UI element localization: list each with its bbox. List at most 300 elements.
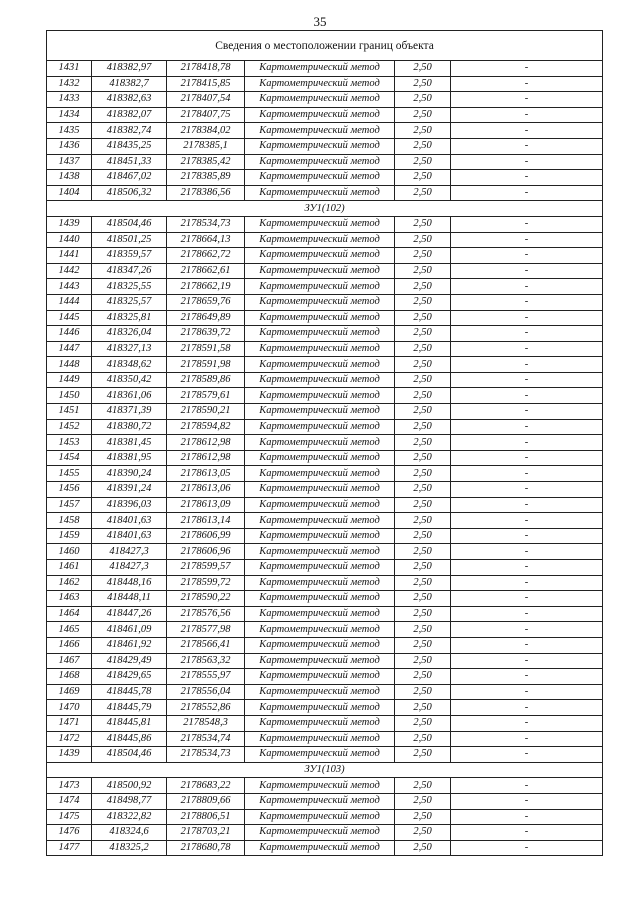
accuracy-cell: 2,50	[395, 669, 451, 685]
y-coordinate-cell: 2178662,72	[167, 248, 245, 264]
table-row	[47, 466, 603, 482]
method-cell: Картометрический метод	[245, 560, 395, 576]
x-coordinate-cell: 418504,46	[92, 216, 167, 232]
accuracy-cell: 2,50	[395, 372, 451, 388]
y-coordinate-cell: 2178591,98	[167, 357, 245, 373]
note-cell: -	[451, 715, 603, 731]
table-row	[47, 637, 603, 653]
x-coordinate-cell: 418504,46	[92, 747, 167, 763]
table-row	[47, 138, 603, 154]
method-cell: Картометрический метод	[245, 232, 395, 248]
accuracy-cell: 2,50	[395, 622, 451, 638]
y-coordinate-cell: 2178548,3	[167, 715, 245, 731]
note-cell: -	[451, 793, 603, 809]
method-cell: Картометрический метод	[245, 497, 395, 513]
section-header-row	[47, 762, 603, 778]
method-cell: Картометрический метод	[245, 310, 395, 326]
method-cell: Картометрический метод	[245, 622, 395, 638]
method-cell: Картометрический метод	[245, 435, 395, 451]
note-cell: -	[451, 622, 603, 638]
method-cell: Картометрический метод	[245, 747, 395, 763]
y-coordinate-cell: 2178589,86	[167, 372, 245, 388]
method-cell: Картометрический метод	[245, 326, 395, 342]
x-coordinate-cell: 418401,63	[92, 528, 167, 544]
method-cell: Картометрический метод	[245, 793, 395, 809]
accuracy-cell: 2,50	[395, 326, 451, 342]
y-coordinate-cell: 2178563,32	[167, 653, 245, 669]
y-coordinate-cell: 2178809,66	[167, 793, 245, 809]
table-row	[47, 419, 603, 435]
point-number-cell: 1472	[47, 731, 92, 747]
point-number-cell: 1441	[47, 248, 92, 264]
y-coordinate-cell: 2178606,96	[167, 544, 245, 560]
x-coordinate-cell: 418500,92	[92, 778, 167, 794]
method-cell: Картометрический метод	[245, 544, 395, 560]
point-number-cell: 1437	[47, 154, 92, 170]
accuracy-cell: 2,50	[395, 747, 451, 763]
note-cell: -	[451, 123, 603, 139]
x-coordinate-cell: 418448,16	[92, 575, 167, 591]
point-number-cell: 1442	[47, 263, 92, 279]
method-cell: Картометрический метод	[245, 840, 395, 856]
note-cell: -	[451, 591, 603, 607]
point-number-cell: 1453	[47, 435, 92, 451]
x-coordinate-cell: 418448,11	[92, 591, 167, 607]
y-coordinate-cell: 2178639,72	[167, 326, 245, 342]
method-cell: Картометрический метод	[245, 700, 395, 716]
x-coordinate-cell: 418359,57	[92, 248, 167, 264]
y-coordinate-cell: 2178664,13	[167, 232, 245, 248]
y-coordinate-cell: 2178385,42	[167, 154, 245, 170]
method-cell: Картометрический метод	[245, 637, 395, 653]
x-coordinate-cell: 418390,24	[92, 466, 167, 482]
accuracy-cell: 2,50	[395, 248, 451, 264]
point-number-cell: 1477	[47, 840, 92, 856]
table-row	[47, 497, 603, 513]
x-coordinate-cell: 418501,25	[92, 232, 167, 248]
accuracy-cell: 2,50	[395, 466, 451, 482]
x-coordinate-cell: 418429,65	[92, 669, 167, 685]
y-coordinate-cell: 2178385,89	[167, 170, 245, 186]
table-row	[47, 341, 603, 357]
x-coordinate-cell: 418381,45	[92, 435, 167, 451]
note-cell: -	[451, 450, 603, 466]
x-coordinate-cell: 418380,72	[92, 419, 167, 435]
y-coordinate-cell: 2178649,89	[167, 310, 245, 326]
point-number-cell: 1439	[47, 747, 92, 763]
y-coordinate-cell: 2178590,21	[167, 404, 245, 420]
y-coordinate-cell: 2178384,02	[167, 123, 245, 139]
y-coordinate-cell: 2178806,51	[167, 809, 245, 825]
point-number-cell: 1455	[47, 466, 92, 482]
y-coordinate-cell: 2178659,76	[167, 294, 245, 310]
note-cell: -	[451, 185, 603, 201]
point-number-cell: 1454	[47, 450, 92, 466]
point-number-cell: 1464	[47, 606, 92, 622]
x-coordinate-cell: 418391,24	[92, 482, 167, 498]
table-row	[47, 747, 603, 763]
x-coordinate-cell: 418382,07	[92, 107, 167, 123]
point-number-cell: 1465	[47, 622, 92, 638]
accuracy-cell: 2,50	[395, 61, 451, 77]
method-cell: Картометрический метод	[245, 825, 395, 841]
method-cell: Картометрический метод	[245, 170, 395, 186]
y-coordinate-cell: 2178594,82	[167, 419, 245, 435]
note-cell: -	[451, 700, 603, 716]
table-row	[47, 575, 603, 591]
y-coordinate-cell: 2178613,05	[167, 466, 245, 482]
x-coordinate-cell: 418445,86	[92, 731, 167, 747]
y-coordinate-cell: 2178579,61	[167, 388, 245, 404]
x-coordinate-cell: 418347,26	[92, 263, 167, 279]
x-coordinate-cell: 418401,63	[92, 513, 167, 529]
accuracy-cell: 2,50	[395, 591, 451, 607]
table-row	[47, 326, 603, 342]
table-row	[47, 170, 603, 186]
table-row	[47, 606, 603, 622]
section-header: ЗУ1(103)	[47, 762, 603, 778]
accuracy-cell: 2,50	[395, 606, 451, 622]
accuracy-cell: 2,50	[395, 731, 451, 747]
method-cell: Картометрический метод	[245, 419, 395, 435]
x-coordinate-cell: 418348,62	[92, 357, 167, 373]
method-cell: Картометрический метод	[245, 154, 395, 170]
accuracy-cell: 2,50	[395, 700, 451, 716]
table-row	[47, 809, 603, 825]
y-coordinate-cell: 2178662,19	[167, 279, 245, 295]
accuracy-cell: 2,50	[395, 637, 451, 653]
y-coordinate-cell: 2178662,61	[167, 263, 245, 279]
x-coordinate-cell: 418506,32	[92, 185, 167, 201]
point-number-cell: 1468	[47, 669, 92, 685]
table-row	[47, 825, 603, 841]
table-row	[47, 404, 603, 420]
y-coordinate-cell: 2178407,75	[167, 107, 245, 123]
x-coordinate-cell: 418451,33	[92, 154, 167, 170]
point-number-cell: 1445	[47, 310, 92, 326]
table-row	[47, 513, 603, 529]
x-coordinate-cell: 418461,92	[92, 637, 167, 653]
point-number-cell: 1458	[47, 513, 92, 529]
point-number-cell: 1439	[47, 216, 92, 232]
x-coordinate-cell: 418498,77	[92, 793, 167, 809]
x-coordinate-cell: 418326,04	[92, 326, 167, 342]
note-cell: -	[451, 637, 603, 653]
table-row	[47, 216, 603, 232]
accuracy-cell: 2,50	[395, 279, 451, 295]
table-row	[47, 372, 603, 388]
note-cell: -	[451, 372, 603, 388]
table-row	[47, 669, 603, 685]
y-coordinate-cell: 2178590,22	[167, 591, 245, 607]
point-number-cell: 1456	[47, 482, 92, 498]
note-cell: -	[451, 248, 603, 264]
point-number-cell: 1438	[47, 170, 92, 186]
note-cell: -	[451, 341, 603, 357]
x-coordinate-cell: 418361,06	[92, 388, 167, 404]
note-cell: -	[451, 419, 603, 435]
note-cell: -	[451, 731, 603, 747]
y-coordinate-cell: 2178552,86	[167, 700, 245, 716]
table-row	[47, 123, 603, 139]
method-cell: Картометрический метод	[245, 715, 395, 731]
x-coordinate-cell: 418325,55	[92, 279, 167, 295]
note-cell: -	[451, 497, 603, 513]
point-number-cell: 1404	[47, 185, 92, 201]
note-cell: -	[451, 263, 603, 279]
point-number-cell: 1450	[47, 388, 92, 404]
y-coordinate-cell: 2178613,06	[167, 482, 245, 498]
x-coordinate-cell: 418445,81	[92, 715, 167, 731]
point-number-cell: 1436	[47, 138, 92, 154]
note-cell: -	[451, 107, 603, 123]
note-cell: -	[451, 357, 603, 373]
method-cell: Картометрический метод	[245, 123, 395, 139]
x-coordinate-cell: 418327,13	[92, 341, 167, 357]
note-cell: -	[451, 466, 603, 482]
method-cell: Картометрический метод	[245, 466, 395, 482]
method-cell: Картометрический метод	[245, 653, 395, 669]
y-coordinate-cell: 2178566,41	[167, 637, 245, 653]
method-cell: Картометрический метод	[245, 341, 395, 357]
note-cell: -	[451, 825, 603, 841]
table-row	[47, 778, 603, 794]
table-caption-row	[47, 31, 603, 61]
x-coordinate-cell: 418445,78	[92, 684, 167, 700]
table-row	[47, 279, 603, 295]
y-coordinate-cell: 2178606,99	[167, 528, 245, 544]
y-coordinate-cell: 2178599,72	[167, 575, 245, 591]
table-row	[47, 294, 603, 310]
x-coordinate-cell: 418382,63	[92, 92, 167, 108]
x-coordinate-cell: 418447,26	[92, 606, 167, 622]
accuracy-cell: 2,50	[395, 92, 451, 108]
accuracy-cell: 2,50	[395, 185, 451, 201]
accuracy-cell: 2,50	[395, 76, 451, 92]
note-cell: -	[451, 653, 603, 669]
method-cell: Картометрический метод	[245, 809, 395, 825]
note-cell: -	[451, 606, 603, 622]
note-cell: -	[451, 138, 603, 154]
y-coordinate-cell: 2178556,04	[167, 684, 245, 700]
point-number-cell: 1448	[47, 357, 92, 373]
point-number-cell: 1444	[47, 294, 92, 310]
y-coordinate-cell: 2178591,58	[167, 341, 245, 357]
y-coordinate-cell: 2178599,57	[167, 560, 245, 576]
x-coordinate-cell: 418382,7	[92, 76, 167, 92]
point-number-cell: 1469	[47, 684, 92, 700]
accuracy-cell: 2,50	[395, 341, 451, 357]
accuracy-cell: 2,50	[395, 497, 451, 513]
table-row	[47, 731, 603, 747]
x-coordinate-cell: 418396,03	[92, 497, 167, 513]
x-coordinate-cell: 418445,79	[92, 700, 167, 716]
accuracy-cell: 2,50	[395, 825, 451, 841]
table-row	[47, 185, 603, 201]
table-row	[47, 684, 603, 700]
table-row	[47, 482, 603, 498]
note-cell: -	[451, 513, 603, 529]
point-number-cell: 1451	[47, 404, 92, 420]
accuracy-cell: 2,50	[395, 793, 451, 809]
method-cell: Картометрический метод	[245, 606, 395, 622]
y-coordinate-cell: 2178385,1	[167, 138, 245, 154]
table-row	[47, 263, 603, 279]
point-number-cell: 1461	[47, 560, 92, 576]
section-header-row	[47, 201, 603, 217]
x-coordinate-cell: 418427,3	[92, 544, 167, 560]
table-row	[47, 653, 603, 669]
table-row	[47, 560, 603, 576]
x-coordinate-cell: 418325,2	[92, 840, 167, 856]
y-coordinate-cell: 2178703,21	[167, 825, 245, 841]
table-row	[47, 248, 603, 264]
method-cell: Картометрический метод	[245, 575, 395, 591]
accuracy-cell: 2,50	[395, 170, 451, 186]
point-number-cell: 1457	[47, 497, 92, 513]
y-coordinate-cell: 2178386,56	[167, 185, 245, 201]
y-coordinate-cell: 2178577,98	[167, 622, 245, 638]
method-cell: Картометрический метод	[245, 76, 395, 92]
y-coordinate-cell: 2178534,74	[167, 731, 245, 747]
y-coordinate-cell: 2178683,22	[167, 778, 245, 794]
method-cell: Картометрический метод	[245, 450, 395, 466]
x-coordinate-cell: 418382,97	[92, 61, 167, 77]
table-row	[47, 591, 603, 607]
note-cell: -	[451, 294, 603, 310]
x-coordinate-cell: 418371,39	[92, 404, 167, 420]
note-cell: -	[451, 279, 603, 295]
method-cell: Картометрический метод	[245, 107, 395, 123]
accuracy-cell: 2,50	[395, 513, 451, 529]
table-row	[47, 840, 603, 856]
y-coordinate-cell: 2178613,09	[167, 497, 245, 513]
method-cell: Картометрический метод	[245, 482, 395, 498]
note-cell: -	[451, 560, 603, 576]
x-coordinate-cell: 418325,81	[92, 310, 167, 326]
method-cell: Картометрический метод	[245, 185, 395, 201]
note-cell: -	[451, 809, 603, 825]
note-cell: -	[451, 778, 603, 794]
accuracy-cell: 2,50	[395, 388, 451, 404]
table-row	[47, 622, 603, 638]
x-coordinate-cell: 418381,95	[92, 450, 167, 466]
accuracy-cell: 2,50	[395, 778, 451, 794]
note-cell: -	[451, 840, 603, 856]
method-cell: Картометрический метод	[245, 357, 395, 373]
y-coordinate-cell: 2178612,98	[167, 435, 245, 451]
point-number-cell: 1452	[47, 419, 92, 435]
y-coordinate-cell: 2178613,14	[167, 513, 245, 529]
point-number-cell: 1471	[47, 715, 92, 731]
table-row	[47, 388, 603, 404]
point-number-cell: 1447	[47, 341, 92, 357]
note-cell: -	[451, 684, 603, 700]
method-cell: Картометрический метод	[245, 528, 395, 544]
table-caption: Сведения о местоположении границ объекта	[47, 31, 603, 61]
note-cell: -	[451, 388, 603, 404]
y-coordinate-cell: 2178415,85	[167, 76, 245, 92]
x-coordinate-cell: 418467,02	[92, 170, 167, 186]
point-number-cell: 1434	[47, 107, 92, 123]
accuracy-cell: 2,50	[395, 310, 451, 326]
note-cell: -	[451, 575, 603, 591]
y-coordinate-cell: 2178576,56	[167, 606, 245, 622]
method-cell: Картометрический метод	[245, 591, 395, 607]
accuracy-cell: 2,50	[395, 840, 451, 856]
table-row	[47, 544, 603, 560]
accuracy-cell: 2,50	[395, 482, 451, 498]
y-coordinate-cell: 2178534,73	[167, 216, 245, 232]
y-coordinate-cell: 2178680,78	[167, 840, 245, 856]
y-coordinate-cell: 2178407,54	[167, 92, 245, 108]
method-cell: Картометрический метод	[245, 279, 395, 295]
accuracy-cell: 2,50	[395, 216, 451, 232]
accuracy-cell: 2,50	[395, 809, 451, 825]
table-row	[47, 76, 603, 92]
point-number-cell: 1466	[47, 637, 92, 653]
x-coordinate-cell: 418429,49	[92, 653, 167, 669]
accuracy-cell: 2,50	[395, 232, 451, 248]
accuracy-cell: 2,50	[395, 419, 451, 435]
table-row	[47, 232, 603, 248]
table-row	[47, 107, 603, 123]
table-row	[47, 700, 603, 716]
boundary-coordinates-table	[46, 30, 603, 856]
accuracy-cell: 2,50	[395, 653, 451, 669]
table-row	[47, 61, 603, 77]
section-header: ЗУ1(102)	[47, 201, 603, 217]
accuracy-cell: 2,50	[395, 435, 451, 451]
note-cell: -	[451, 528, 603, 544]
note-cell: -	[451, 482, 603, 498]
accuracy-cell: 2,50	[395, 544, 451, 560]
point-number-cell: 1467	[47, 653, 92, 669]
point-number-cell: 1432	[47, 76, 92, 92]
note-cell: -	[451, 154, 603, 170]
accuracy-cell: 2,50	[395, 154, 451, 170]
x-coordinate-cell: 418427,3	[92, 560, 167, 576]
point-number-cell: 1440	[47, 232, 92, 248]
accuracy-cell: 2,50	[395, 263, 451, 279]
method-cell: Картометрический метод	[245, 778, 395, 794]
method-cell: Картометрический метод	[245, 216, 395, 232]
note-cell: -	[451, 544, 603, 560]
note-cell: -	[451, 92, 603, 108]
point-number-cell: 1470	[47, 700, 92, 716]
y-coordinate-cell: 2178418,78	[167, 61, 245, 77]
note-cell: -	[451, 669, 603, 685]
table-row	[47, 357, 603, 373]
point-number-cell: 1476	[47, 825, 92, 841]
note-cell: -	[451, 310, 603, 326]
note-cell: -	[451, 326, 603, 342]
accuracy-cell: 2,50	[395, 450, 451, 466]
x-coordinate-cell: 418350,42	[92, 372, 167, 388]
note-cell: -	[451, 747, 603, 763]
method-cell: Картометрический метод	[245, 669, 395, 685]
note-cell: -	[451, 170, 603, 186]
point-number-cell: 1449	[47, 372, 92, 388]
method-cell: Картометрический метод	[245, 372, 395, 388]
point-number-cell: 1460	[47, 544, 92, 560]
accuracy-cell: 2,50	[395, 107, 451, 123]
point-number-cell: 1433	[47, 92, 92, 108]
accuracy-cell: 2,50	[395, 123, 451, 139]
table-row	[47, 450, 603, 466]
table-row	[47, 435, 603, 451]
table-row	[47, 310, 603, 326]
